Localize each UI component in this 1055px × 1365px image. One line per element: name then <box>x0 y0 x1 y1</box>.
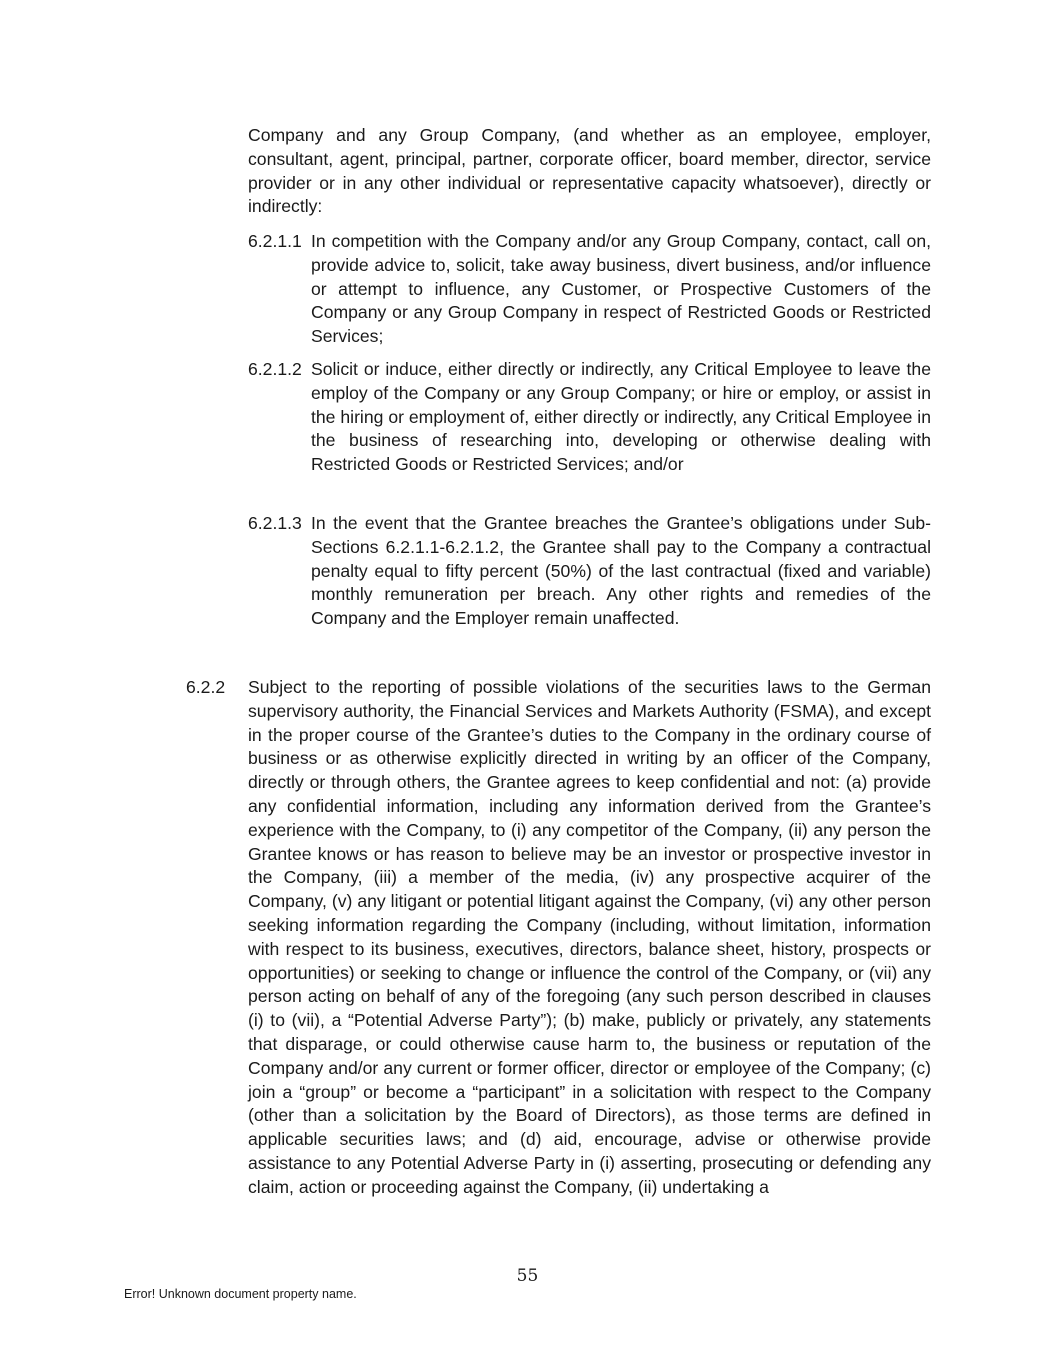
subsection-text: Solicit or induce, either directly or indirectly, any Critical Employee to leave the employ of the Company or any Group Company; or hire or employ, or assist in the hiring or employment of, either directly or indirectly, any Critical Employee in the business of researching into, developing or otherwise dealing with Restricted Goods or Restricted Services; and/or <box>311 359 931 475</box>
subsection-number: 6.2.1.1 <box>248 231 302 251</box>
subsection-text: In the event that the Grantee breaches the Grantee’s obligations under Sub-Sections 6.2.1.1-6.2.1.2, the Grantee shall pay to the Company a contractual penalty equal to fifty percent (50%) of the last contractual (fixed and variable) monthly remuneration per breach. Any other rights and remedies of the Company and the Employer remain unaffected. <box>311 513 931 629</box>
subsection-6-2-1-3 <box>248 512 931 631</box>
section-6-2-2-text: Subject to the reporting of possible violations of the securities laws to the German supervisory authority, the Financial Services and Markets Authority (FSMA), and except in the proper course of the Grantee’s duties to the Company in the ordinary course of business or as otherwise explicitly directed in writing by an officer of the Company, directly or through others, the Grantee agrees to keep confidential and not: (a) provide any confidential information, including any information derived from the Grantee’s experience with the Company, to (i) any competitor of the Company, (ii) any person the Grantee knows or has reason to believe may be an investor or prospective investor in the Company, (iii) a member of the media, (iv) any prospective acquirer of the Company, (v) any litigant or potential litigant against the Company, (vi) any other person seeking information regarding the Company (including, without limitation, information with respect to its business, executives, directors, balance sheet, history, prospects or opportunities) or seeking to change or influence the control of the Company, or (vii) any person acting on behalf of any of the foregoing (any such person described in clauses (i) to (vii), a “Potential Adverse Party”); (b) make, publicly or privately, any statements that disparage, or could otherwise cause harm to, the business or reputation of the Company and/or any current or former officer, director or employee of the Company; (c) join a “group” or become a “participant” in a solicitation with respect to the Company (other than a solicitation by the Board of Directors), as those terms are defined in applicable securities laws; and (d) aid, encourage, advise or otherwise provide assistance to any Potential Adverse Party in (i) asserting, prosecuting or defending any claim, action or proceeding against the Company, (ii) undertaking a <box>248 677 931 1197</box>
subsection-6-2-1-2 <box>248 358 931 477</box>
subsection-number: 6.2.1.2 <box>248 359 302 379</box>
section-number-6-2-2: 6.2.2 <box>186 677 226 697</box>
intro-paragraph: Company and any Group Company, (and whether as an employee, employer, consultant, agent, principal, partner, corporate officer, board member, director, service provider or in any other individual or representative capacity whatsoever), directly or indirectly: <box>248 125 931 217</box>
page-number: 55 <box>516 1266 539 1286</box>
subsection-number: 6.2.1.3 <box>248 513 302 533</box>
subsection-6-2-1-1 <box>248 230 931 349</box>
footer-note: Error! Unknown document property name. <box>124 1287 357 1301</box>
subsection-text: In competition with the Company and/or any Group Company, contact, call on, provide advice to, solicit, take away business, divert business, and/or influence or attempt to influence, any Customer, or Prospective Customers of the Company or any Group Company in respect of Restricted Goods or Restricted Services; <box>311 231 931 347</box>
